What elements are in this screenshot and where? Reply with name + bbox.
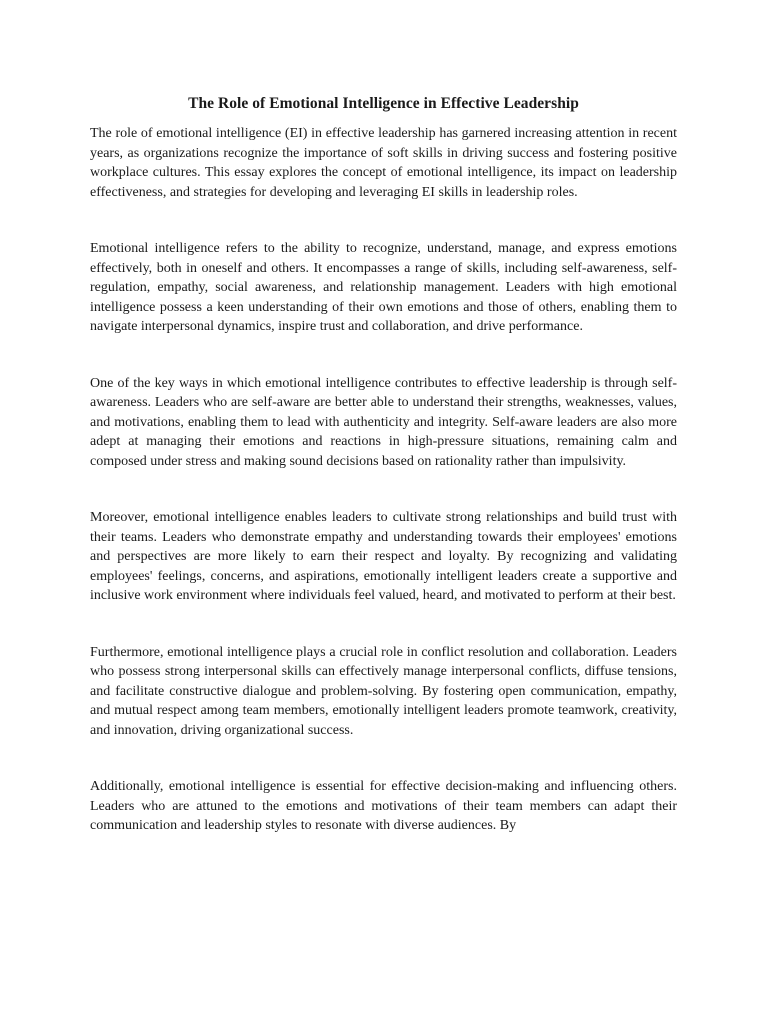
paragraph-self-awareness: One of the key ways in which emotional intelligence contributes to effective leadership is through self-awareness. Leaders who are self-aware are better able to understand their strengths, weaknesses, values, and motivations, enabling them to lead with authenticity and integrity. Self-aware leaders are also more adept at managing their emotions and reactions in high-pressure situations, remaining calm and composed under stress and making sound decisions based on rationality rather than impulsivity. [90,375,677,469]
paragraph-definition: Emotional intelligence refers to the ability to recognize, understand, manage, and express emotions effectively, both in oneself and others. It encompasses a range of skills, including self-awareness, self-regulation, empathy, social awareness, and relationship management. Leaders with high emotional intelligence possess a keen understanding of their own emotions and those of others, enabling them to navigate interpersonal dynamics, inspire trust and collaboration, and drive performance. [90,241,677,334]
paragraph-conflict-resolution: Furthermore, emotional intelligence plays a crucial role in conflict resolution and collaboration. Leaders who possess strong interpersonal skills can effectively manage interpersonal conflicts, diffuse tensions, and facilitate constructive dialogue and problem-solving. By fostering open communication, empathy, and mutual respect among team members, emotionally intelligent leaders promote teamwork, creativity, and innovation, driving organizational success. [90,644,677,738]
document-page [90,94,677,836]
document-title: The Role of Emotional Intelligence in Effective Leadership [188,95,579,112]
paragraph-introduction: The role of emotional intelligence (EI) in effective leadership has garnered increasing attention in recent years, as organizations recognize the importance of soft skills in driving success and fostering positive workplace cultures. This essay explores the concept of emotional intelligence, its impact on leadership effectiveness, and strategies for developing and leveraging EI skills in leadership roles. [90,126,677,200]
paragraph-decision-making: Additionally, emotional intelligence is essential for effective decision-making and influencing others. Leaders who are attuned to the emotions and motivations of their team members can adapt their communication and leadership styles to resonate with diverse audiences. By [90,779,677,833]
paragraph-relationships: Moreover, emotional intelligence enables leaders to cultivate strong relationships and build trust with their teams. Leaders who demonstrate empathy and understanding towards their employees' emotions and perspectives are more likely to earn their respect and loyalty. By recognizing and validating employees' feelings, concerns, and aspirations, emotionally intelligent leaders create a supportive and inclusive work environment where individuals feel valued, heard, and motivated to perform at their best. [90,510,677,603]
